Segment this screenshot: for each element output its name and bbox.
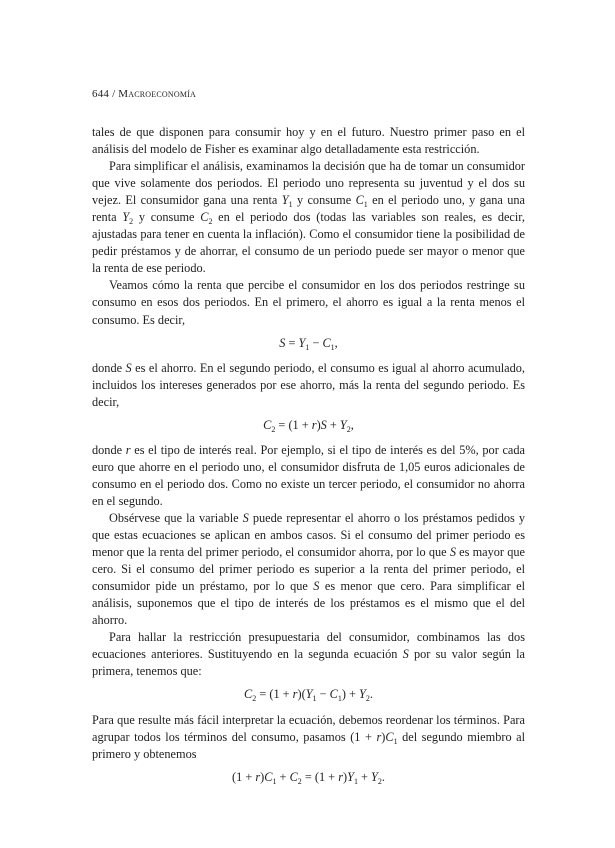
paragraph-5: donde r es el tipo de interés real. Por ejemplo, si el tipo de interés es del 5%, por cada euro que ahorre en el periodo uno, el consumidor disfruta de 1,05 euros adicionales de consumo en el periodo dos. Como no existe un tercer periodo, el consumidor no ahorra en el segundo. <box>92 442 525 508</box>
equation-rearranged: $(1 + r)C_1 + C_2 = (1 + r)Y_1 + Y_2$. <box>232 769 385 786</box>
running-header <box>92 88 196 100</box>
paragraph-6: Obsérvese que la variable S puede representar el ahorro o los préstamos pedidos y que estas ecuaciones se aplican en ambos casos. Si el consumo del primer periodo es menor que la renta del primer periodo, el consumidor ahorra, por lo que S es mayor que cero. Si el consumo del primer periodo es superior a la renta del primer periodo, el consumidor pide un préstamo, por lo que S es menor que cero. Para simplificar el análisis, suponemos que el tipo de interés de los préstamos es el mismo que el del ahorro. <box>92 510 525 628</box>
paragraph-8: Para que resulte más fácil interpretar la ecuación, debemos reordenar los términos. Para agrupar todos los términos del consumo, pasamos $(1 + r)C_1$ del segundo miembro al primero y obtenemos <box>92 712 526 761</box>
equation-savings: $S = Y_1 - C_1$, <box>279 335 338 352</box>
paragraph-4: donde S es el ahorro. En el segundo periodo, el consumo es igual al ahorro acumulado, incluidos los intereses generados por ese ahorro, más la renta del segundo periodo. Es decir, <box>92 360 525 409</box>
paragraph-3: Veamos cómo la renta que percibe el consumidor en los dos periodos restringe su consumo en esos dos periodos. En el primero, el ahorro es igual a la renta menos el consumo. Es decir, <box>92 278 525 327</box>
book-title: Macroeconomía <box>118 88 196 100</box>
body-text <box>92 124 525 794</box>
equation-substitution: $C_2 = (1 + r)(Y_1 - C_1) + Y_2$. <box>244 687 373 704</box>
paragraph-1: tales de que disponen para consumir hoy y en el futuro. Nuestro primer paso en el análisis del modelo de Fisher es examinar algo detalladamente esta restricción. <box>92 125 525 157</box>
paragraph-2: Para simplificar el análisis, examinamos la decisión que ha de tomar un consumidor que vive solamente dos periodos. El periodo uno representa su juventud y el dos su vejez. El consumidor gana una renta $Y_1$ y consume $C_1$ en el periodo uno, y gana una renta $Y_2$ y consume $C_2$ en el periodo dos (todas las variables son reales, es decir, ajustadas para tener en cuenta la inflación). Como el consumidor tiene la posibilidad de pedir préstamos y de ahorrar, el consumo de un periodo puede ser mayor o menor que la renta de ese periodo. <box>92 159 526 276</box>
paragraph-7: Para hallar la restricción presupuestaria del consumidor, combinamos las dos ecuaciones anteriores. Sustituyendo en la segunda ecuación S por su valor según la primera, tenemos que: <box>92 630 525 679</box>
equation-second-period: $C_2 = (1 + r)S + Y_2$, <box>263 417 354 434</box>
page-number: 644 <box>92 88 110 100</box>
header-separator: / <box>112 88 116 100</box>
